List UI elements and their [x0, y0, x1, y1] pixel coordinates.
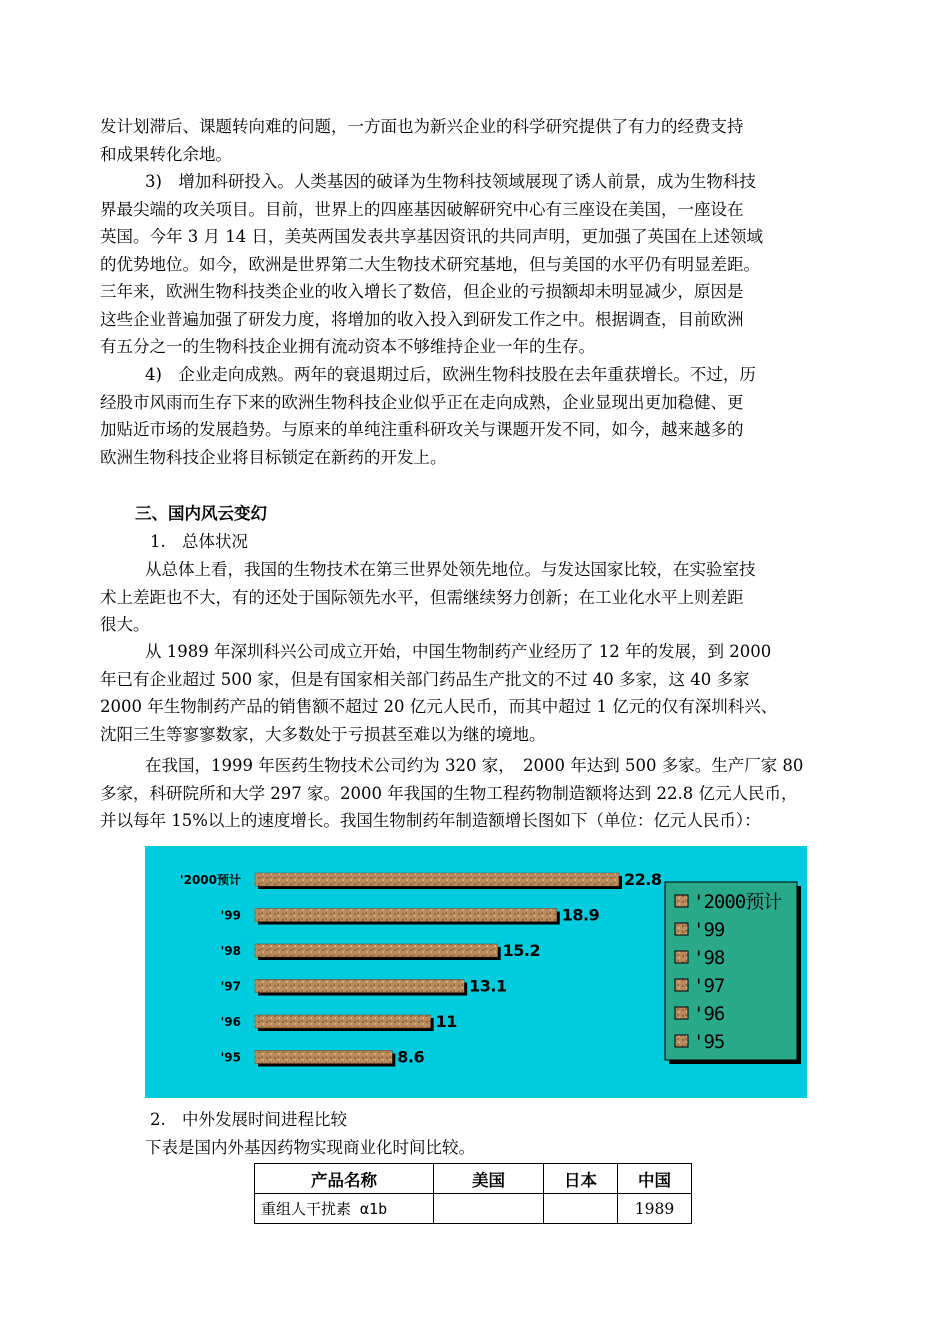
legend-swatch	[675, 979, 688, 991]
legend-label: '2000预计	[693, 891, 782, 913]
bar	[255, 909, 557, 922]
text-line: 有五分之一的生物科技企业拥有流动资本不够维持企业一年的生存。	[100, 337, 595, 356]
category-label: '97	[220, 979, 241, 994]
subsection-number: 2.	[150, 1110, 166, 1129]
legend-label: '98	[693, 947, 725, 969]
text-line: 多家，科研院所和大学 297 家。2000 年我国的生物工程药物制造额将达到 22.8 亿元人民币，	[100, 783, 798, 803]
text-line: 很大。	[100, 615, 150, 634]
table-cell	[434, 1194, 544, 1224]
legend-label: '96	[693, 1003, 725, 1025]
subsection-2	[150, 1106, 347, 1133]
legend-swatch	[675, 1007, 688, 1019]
table-cell: 重组人干扰素 α1b	[255, 1194, 434, 1224]
history-paragraph	[100, 638, 852, 748]
column-header: 美国	[434, 1164, 544, 1194]
value-label: 15.2	[502, 941, 541, 960]
table-row	[255, 1194, 692, 1224]
subsection-title: 中外发展时间进程比较	[182, 1110, 347, 1129]
column-header: 日本	[544, 1164, 618, 1194]
column-header: 产品名称	[255, 1164, 434, 1194]
value-label: 8.6	[397, 1047, 425, 1067]
text-line: 4) 企业走向成熟。两年的衰退期过后，欧洲生物科技股在去年重获增长。不过，历	[145, 365, 756, 384]
comparison-table	[254, 1163, 692, 1224]
text-line: 的优势地位。如今，欧洲是世界第二大生物技术研究基地，但与美国的水平仍有明显差距。	[100, 254, 760, 274]
value-label: 22.8	[624, 870, 662, 889]
text-line: 这些企业普遍加强了研发力度，将增加的收入投入到研发工作之中。根据调查，目前欧洲	[100, 309, 744, 329]
text-line: 欧洲生物科技企业将目标锁定在新药的开发上。	[100, 447, 447, 467]
bar	[255, 1015, 431, 1028]
table-cell: 1989	[618, 1194, 692, 1224]
value-label: 11	[435, 1012, 457, 1031]
chart-svg	[145, 846, 807, 1098]
category-label: '99	[220, 908, 241, 923]
bar	[255, 944, 498, 957]
bar	[255, 1051, 392, 1064]
legend-swatch	[675, 895, 688, 907]
legend-label: '97	[693, 975, 725, 997]
legend-label: '95	[693, 1031, 725, 1053]
text-line: 从 1989 年深圳科兴公司成立开始，中国生物制药产业经历了 12 年的发展，到 2000	[145, 642, 772, 661]
column-header: 中国	[618, 1164, 692, 1194]
value-label: 18.9	[561, 905, 600, 925]
text-line: 沈阳三生等寥寥数家，大多数处于亏损甚至难以为继的境地。	[100, 724, 546, 744]
legend-swatch	[675, 1035, 688, 1047]
subsection-title: 总体状况	[182, 532, 248, 551]
intro-paragraph	[100, 113, 852, 168]
table-intro: 下表是国内外基因药物实现商业化时间比较。	[145, 1138, 475, 1157]
text-line: 三年来，欧洲生物科技类企业的收入增长了数倍，但企业的亏损额却未明显减少，原因是	[100, 282, 744, 301]
text-line: 英国。今年 3 月 14 日，美英两国发表共享基因资讯的共同声明，更加强了英国在上述领域	[100, 227, 763, 246]
subsection-number: 1.	[150, 532, 166, 551]
bar	[255, 873, 619, 886]
text-line: 术上差距也不大，有的还处于国际领先水平，但需继续努力创新；在工业化水平上则差距	[100, 587, 744, 607]
text-line: 并以每年 15%以上的速度增长。我国生物制药年制造额增长图如下（单位：亿元人民币）：	[100, 811, 761, 830]
text-line: 发计划滞后、课题转向难的问题，一方面也为新兴企业的科学研究提供了有力的经费支持	[100, 117, 744, 136]
point-3-paragraph	[100, 168, 852, 361]
table-header-row	[255, 1164, 692, 1194]
category-label: '2000预计	[179, 873, 241, 887]
text-line: 在我国，1999 年医药生物技术公司约为 320 家， 2000 年达到 500 多家。生产厂家 80	[145, 756, 804, 775]
text-line: 年已有企业超过 500 家，但是有国家相关部门药品生产批文的不过 40 多家，这 40 多家	[100, 669, 750, 689]
text-line: 2000 年生物制药产品的销售额不超过 20 亿元人民币，而其中超过 1 亿元的仅有深圳科兴、	[100, 697, 778, 716]
category-label: '95	[220, 1050, 241, 1065]
legend-label: '99	[693, 919, 725, 941]
text-line: 3) 增加科研投入。人类基因的破译为生物科技领域展现了诱人前景，成为生物科技	[145, 172, 756, 191]
legend-swatch	[675, 951, 688, 963]
category-label: '98	[220, 944, 241, 958]
point-4-paragraph	[100, 361, 852, 471]
value-label: 13.1	[469, 976, 507, 996]
section-heading: 三、国内风云变幻	[135, 504, 267, 523]
text-line: 从总体上看，我国的生物技术在第三世界处领先地位。与发达国家比较，在实验室技	[145, 560, 756, 579]
text-line: 加贴近市场的发展趋势。与原来的单纯注重科研攻关与课题开发不同，如今，越来越多的	[100, 420, 744, 439]
growth-paragraph	[100, 752, 852, 835]
category-label: '96	[220, 1015, 241, 1029]
growth-bar-chart	[145, 846, 807, 1098]
legend-swatch	[675, 923, 688, 935]
text-line: 和成果转化余地。	[100, 144, 232, 164]
text-line: 界最尖端的攻关项目。目前，世界上的四座基因破解研究中心有三座设在美国，一座设在	[100, 199, 744, 219]
overview-paragraph	[100, 556, 852, 639]
subsection-1	[150, 528, 248, 555]
text-line: 经股市风雨而生存下来的欧洲生物科技企业似乎正在走向成熟，企业显现出更加稳健、更	[100, 392, 744, 412]
bar	[255, 980, 464, 993]
table-cell	[544, 1194, 618, 1224]
